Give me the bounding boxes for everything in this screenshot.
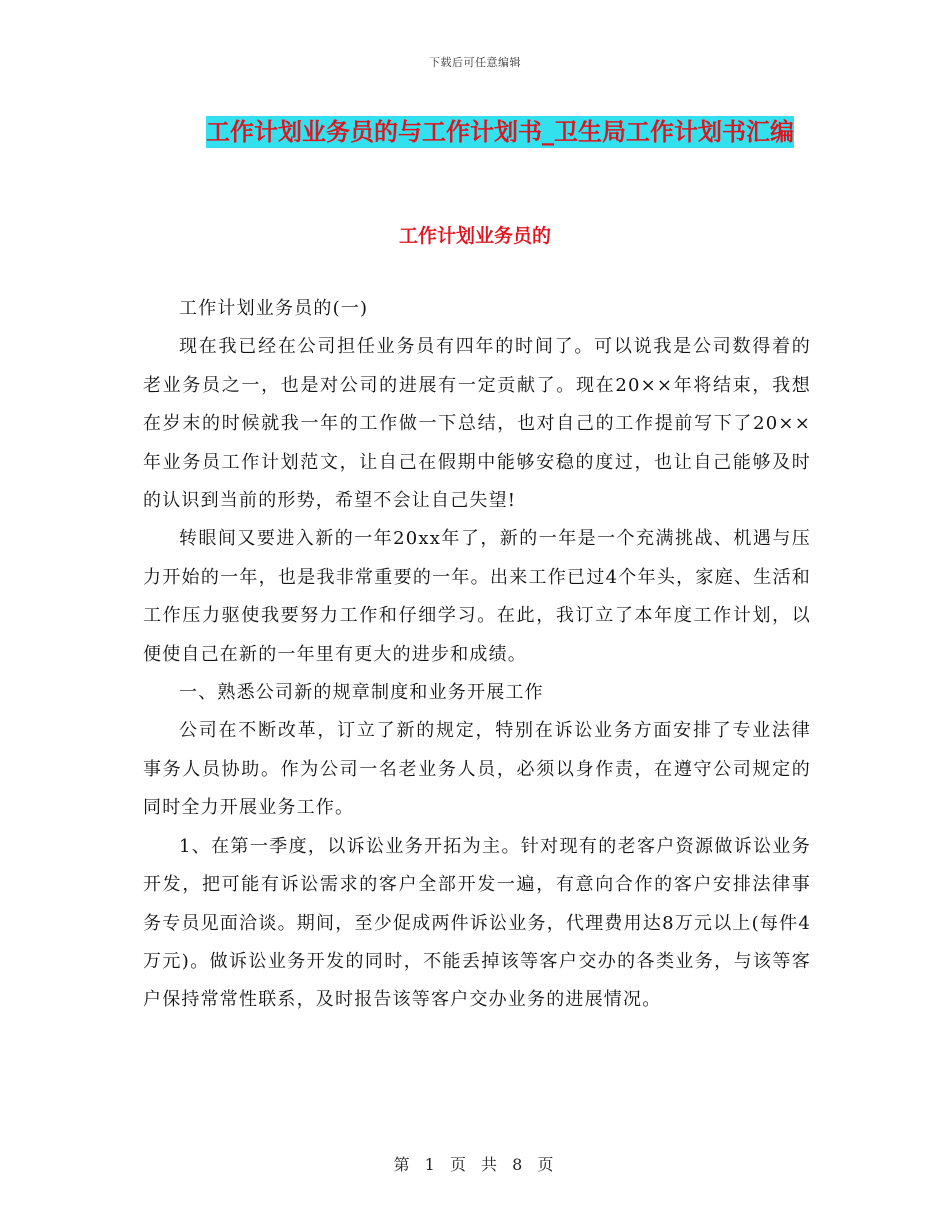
paragraph-subtitle: 工作计划业务员的(一) [179,298,369,319]
section-title: 工作计划业务员的 [398,225,551,247]
paragraph: 现在我已经在公司担任业务员有四年的时间了。可以说我是公司数得着的老业务员之一，也是对公司的进展有一定贡献了。现在20××年将结束，我想在岁末的时候就我一年的工作做一下总结，也对自己的工作提前写下了20××年业务员工作计划范文，让自己在假期中能够安稳的度过，也让自己能够及时的认识到当前的形势，希望不会让自己失望! [143,336,811,512]
document-title [185,110,815,154]
paragraph-heading: 一、熟悉公司新的规章制度和业务开展工作 [179,682,544,704]
paragraph: 公司在不断改革，订立了新的规定，特别在诉讼业务方面安排了专业法律事务人员协助。作为公司一名老业务人员，必须以身作责，在遵守公司规定的同时全力开展业务工作。 [143,720,811,819]
page-number-footer: 第 1 页 共 8 页 [393,1155,557,1174]
paragraph: 转眼间又要进入新的一年20xx年了，新的一年是一个充满挑战、机遇与压力开始的一年，也是我非常重要的一年。出来工作已过4个年头，家庭、生活和工作压力驱使我要努力工作和仔细学习。在此，我订立了本年度工作计划，以便使自己在新的一年里有更大的进步和成绩。 [143,528,811,665]
document-title-text: 工作计划业务员的与工作计划书_卫生局工作计划书汇编 [206,118,794,146]
header-note: 下载后可任意编辑 [429,56,521,69]
paragraph: 1、在第一季度，以诉讼业务开拓为主。针对现有的老客户资源做诉讼业务开发，把可能有诉讼需求的客户全部开发一遍，有意向合作的客户安排法律事务专员见面洽谈。期间，至少促成两件诉讼业务，代理费用达8万元以上(每件4万元)。做诉讼业务开发的同时，不能丢掉该等客户交办的各类业务，与该等客户保持常常性联系，及时报告该等客户交办业务的进展情况。 [143,835,811,1011]
document-body [143,290,811,1020]
